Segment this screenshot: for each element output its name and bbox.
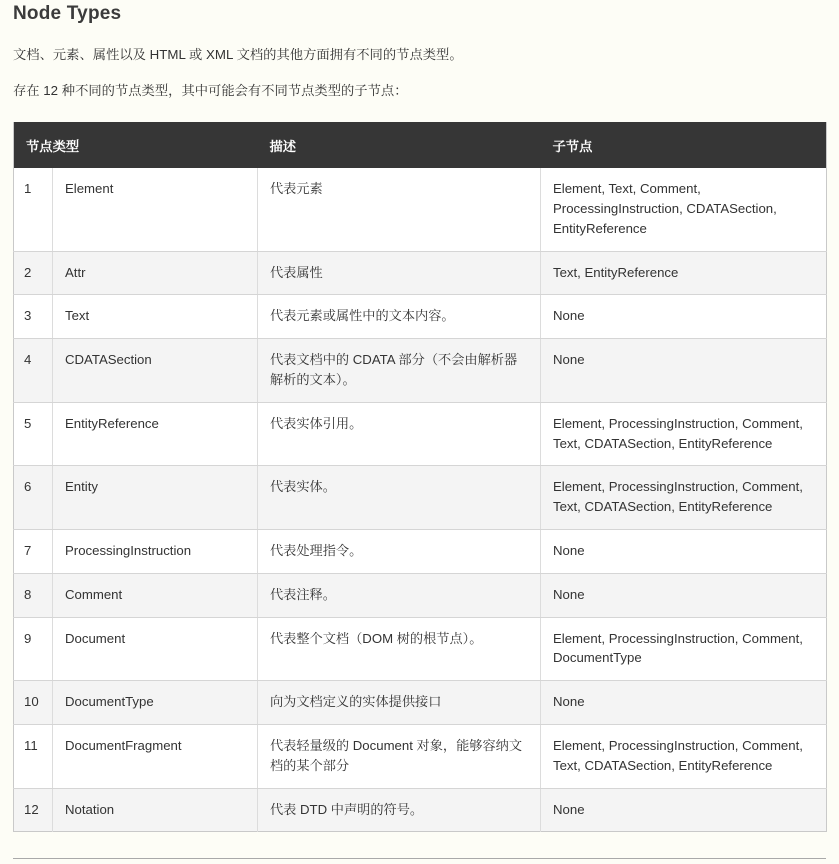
cell-node-number: 8 xyxy=(14,573,53,617)
table-row xyxy=(14,295,827,339)
table-row xyxy=(14,617,827,681)
intro-paragraph-1: 文档、元素、属性以及 HTML 或 XML 文档的其他方面拥有不同的节点类型。 xyxy=(13,47,463,62)
cell-child-nodes: Element, Text, Comment, ProcessingInstruction, CDATASection, EntityReference xyxy=(541,168,827,251)
cell-child-nodes: Element, ProcessingInstruction, Comment, DocumentType xyxy=(541,617,827,681)
cell-child-nodes: Text, EntityReference xyxy=(541,251,827,295)
table-header-row xyxy=(14,122,827,168)
cell-node-type: ProcessingInstruction xyxy=(53,529,258,573)
table-row xyxy=(14,251,827,295)
cell-description: 代表文档中的 CDATA 部分（不会由解析器解析的文本）。 xyxy=(258,339,541,403)
table-row xyxy=(14,168,827,251)
column-header-child-nodes: 子节点 xyxy=(541,122,827,168)
cell-child-nodes: None xyxy=(541,339,827,403)
cell-node-number: 5 xyxy=(14,402,53,466)
cell-description: 代表属性 xyxy=(258,251,541,295)
table-header xyxy=(14,122,827,168)
cell-node-type: EntityReference xyxy=(53,402,258,466)
cell-child-nodes: Element, ProcessingInstruction, Comment, Text, CDATASection, EntityReference xyxy=(541,402,827,466)
cell-node-type: Notation xyxy=(53,788,258,832)
table-body xyxy=(14,168,827,832)
cell-child-nodes: None xyxy=(541,573,827,617)
cell-node-number: 4 xyxy=(14,339,53,403)
cell-node-number: 12 xyxy=(14,788,53,832)
column-header-node-type: 节点类型 xyxy=(14,122,258,168)
intro-paragraph-2: 存在 12 种不同的节点类型，其中可能会有不同节点类型的子节点： xyxy=(13,82,408,98)
cell-node-type: DocumentType xyxy=(53,681,258,725)
cell-child-nodes: None xyxy=(541,529,827,573)
cell-node-type: Entity xyxy=(53,466,258,530)
cell-description: 代表轻量级的 Document 对象，能够容纳文档的某个部分 xyxy=(258,724,541,788)
cell-node-type: Element xyxy=(53,168,258,251)
cell-node-number: 2 xyxy=(14,251,53,295)
cell-node-number: 9 xyxy=(14,617,53,681)
table-row xyxy=(14,466,827,530)
column-header-description: 描述 xyxy=(258,122,541,168)
cell-child-nodes: None xyxy=(541,681,827,725)
node-types-table-container xyxy=(13,122,826,832)
table-row xyxy=(14,788,827,832)
cell-child-nodes: None xyxy=(541,295,827,339)
cell-description: 向为文档定义的实体提供接口 xyxy=(258,681,541,725)
footer-divider xyxy=(13,858,826,859)
cell-description: 代表元素 xyxy=(258,168,541,251)
cell-node-number: 10 xyxy=(14,681,53,725)
cell-node-number: 11 xyxy=(14,724,53,788)
table-row xyxy=(14,339,827,403)
table-row xyxy=(14,724,827,788)
cell-description: 代表元素或属性中的文本内容。 xyxy=(258,295,541,339)
cell-description: 代表处理指令。 xyxy=(258,529,541,573)
cell-description: 代表 DTD 中声明的符号。 xyxy=(258,788,541,832)
cell-node-number: 1 xyxy=(14,168,53,251)
cell-description: 代表实体。 xyxy=(258,466,541,530)
table-row xyxy=(14,529,827,573)
cell-child-nodes: Element, ProcessingInstruction, Comment, Text, CDATASection, EntityReference xyxy=(541,724,827,788)
cell-node-type: DocumentFragment xyxy=(53,724,258,788)
cell-node-type: Comment xyxy=(53,573,258,617)
table-row xyxy=(14,573,827,617)
cell-node-type: Text xyxy=(53,295,258,339)
cell-node-number: 6 xyxy=(14,466,53,530)
cell-node-number: 7 xyxy=(14,529,53,573)
cell-node-type: Document xyxy=(53,617,258,681)
table-row xyxy=(14,402,827,466)
cell-node-number: 3 xyxy=(14,295,53,339)
cell-description: 代表实体引用。 xyxy=(258,402,541,466)
cell-node-type: CDATASection xyxy=(53,339,258,403)
cell-node-type: Attr xyxy=(53,251,258,295)
cell-description: 代表整个文档（DOM 树的根节点）。 xyxy=(258,617,541,681)
cell-description: 代表注释。 xyxy=(258,573,541,617)
cell-child-nodes: Element, ProcessingInstruction, Comment, Text, CDATASection, EntityReference xyxy=(541,466,827,530)
table-row xyxy=(14,681,827,725)
page-title: Node Types xyxy=(13,3,122,24)
node-types-table xyxy=(13,122,827,832)
cell-child-nodes: None xyxy=(541,788,827,832)
